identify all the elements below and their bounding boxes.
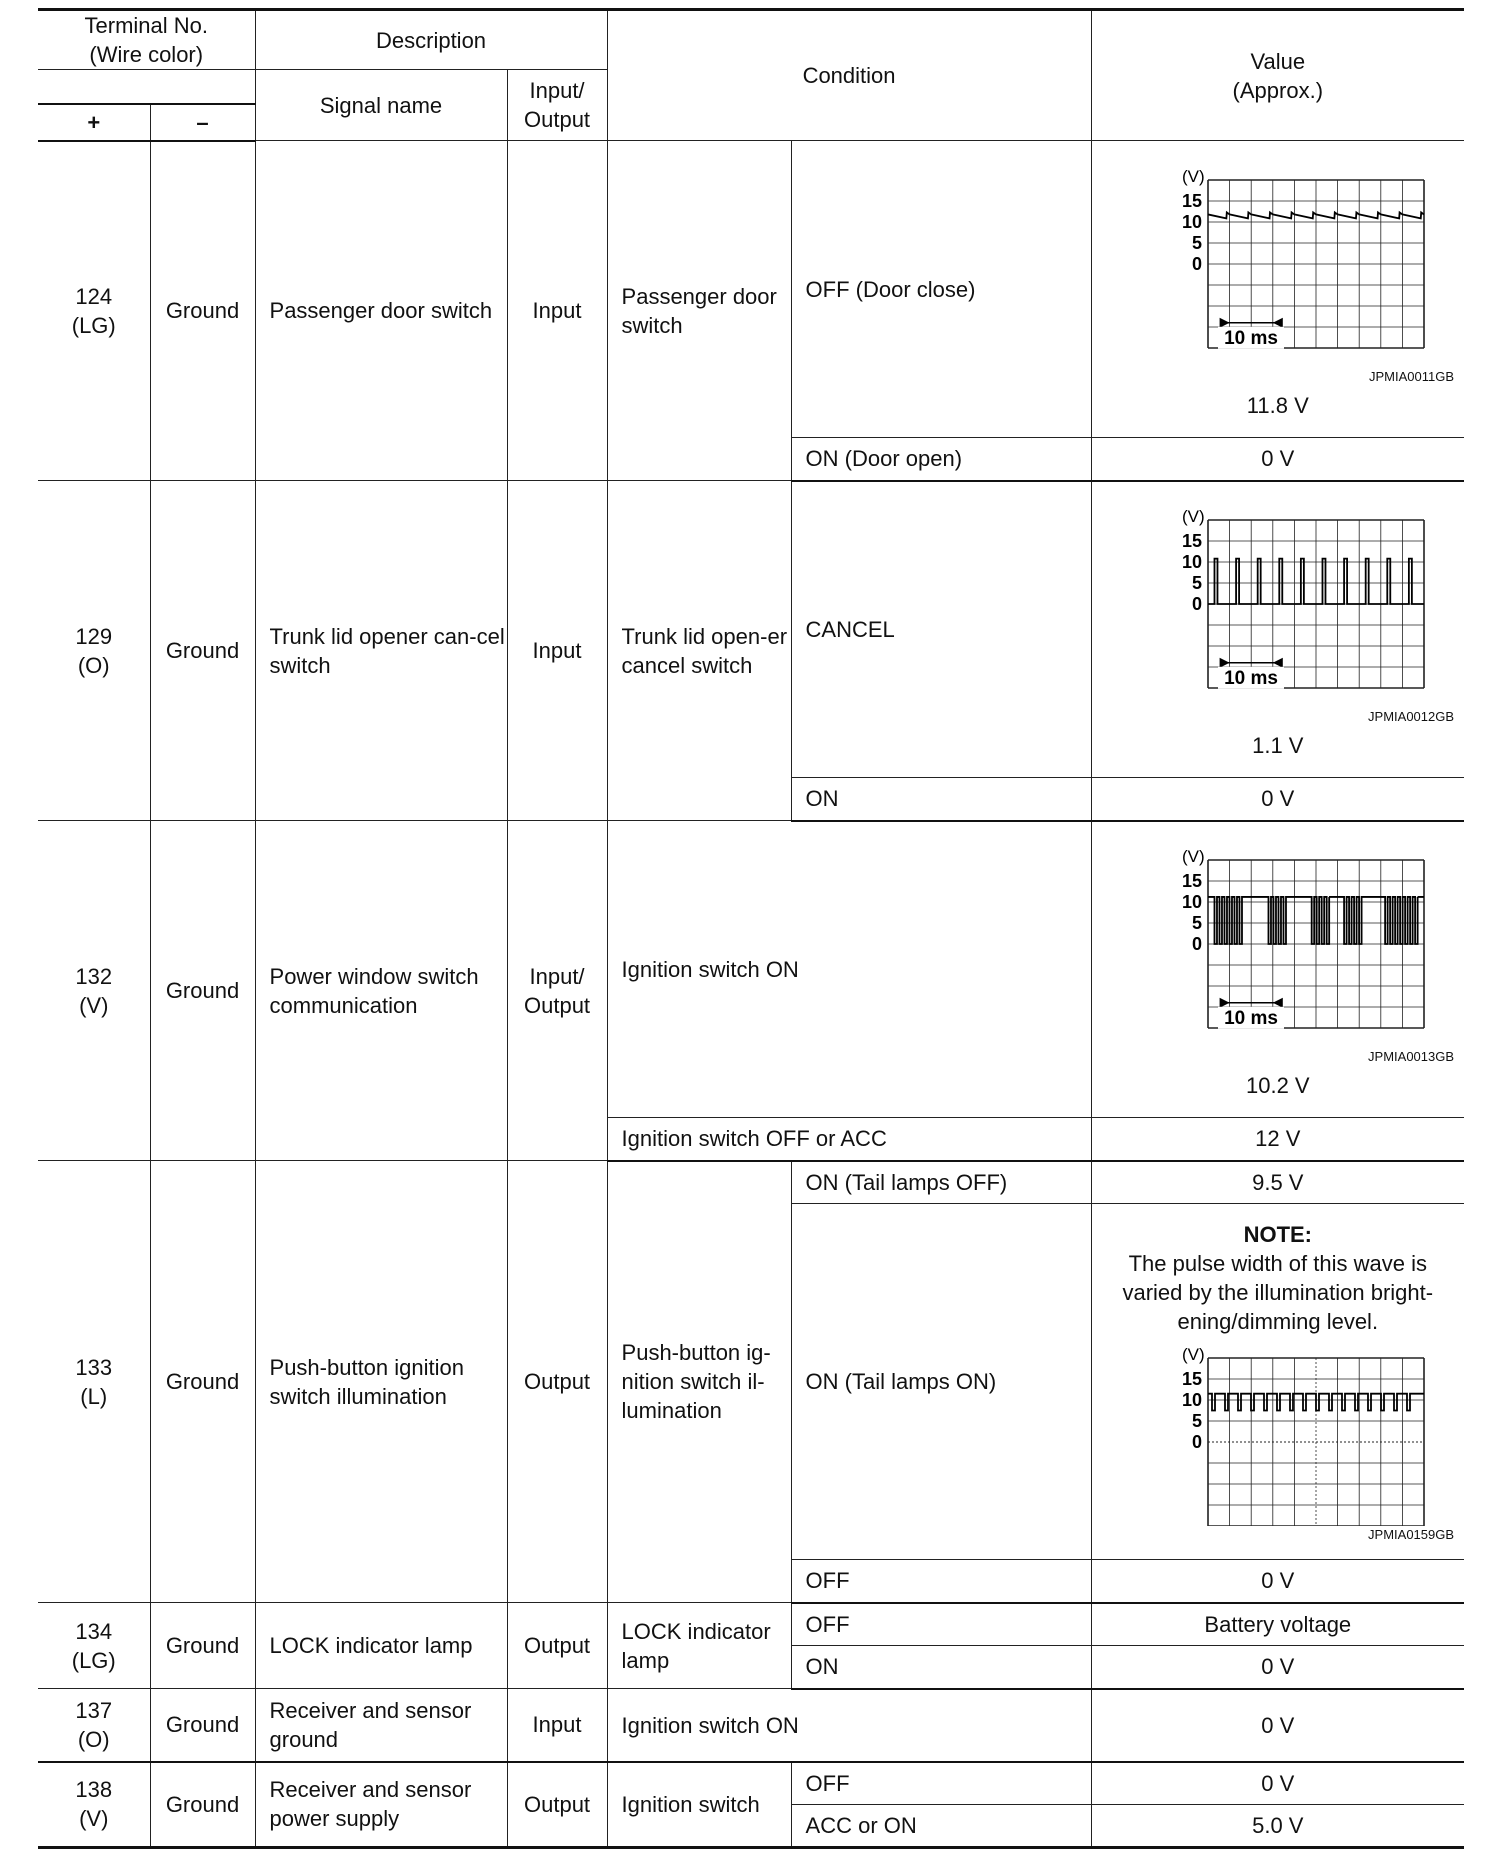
description-header: Description (255, 10, 607, 70)
waveform-figure (1128, 838, 1428, 1048)
figure-id: JPMIA0011GB (1369, 368, 1455, 384)
cond-main-124: Passenger door switch (607, 141, 791, 481)
value3-133: 0 V (1091, 1560, 1464, 1603)
cond1-137: Ignition switch ON (607, 1689, 1091, 1762)
signal-124: Passenger door switch (255, 141, 507, 481)
axis-tick-label: 5 (1191, 573, 1202, 594)
value-header: Value (Approx.) (1091, 10, 1464, 141)
note-text: The pulse width of this wave is varied by the illumination bright-ening/dimming level. (1122, 1250, 1434, 1335)
ground-137: Ground (150, 1689, 255, 1762)
figure-id: JPMIA0012GB (1368, 709, 1455, 725)
axis-unit: (V) (1181, 847, 1205, 867)
axis-tick-label: 10 (1181, 892, 1202, 913)
io-132: Input/ Output (507, 821, 607, 1161)
terminal-no-header: Terminal No. (Wire color) (38, 10, 255, 70)
signal-133: Push-button ignition switch illumination (255, 1161, 507, 1603)
cond1-124: OFF (Door close) (791, 141, 1091, 438)
waveform-trace (1208, 897, 1424, 944)
figure-id: JPMIA0013GB (1368, 1049, 1455, 1065)
terminal-header-spacer (38, 70, 255, 104)
io-124: Input (507, 141, 607, 481)
value2-138: 5.0 V (1091, 1805, 1464, 1848)
waveform-value: 10.2 V (1245, 1073, 1310, 1099)
terminal-129: 129 (O) (38, 481, 150, 821)
axis-tick-label: 10 (1181, 211, 1202, 232)
time-label: 10 ms (1223, 1008, 1278, 1030)
terminal-138: 138 (V) (38, 1762, 150, 1848)
time-label: 10 ms (1223, 327, 1278, 349)
axis-unit: (V) (1181, 507, 1205, 527)
terminal-137: 137 (O) (38, 1689, 150, 1762)
value2-124: 0 V (1091, 438, 1464, 481)
axis-tick-label: 5 (1191, 1411, 1202, 1432)
signal-137: Receiver and sensor ground (255, 1689, 507, 1762)
axis-tick-label: 0 (1191, 594, 1202, 615)
cond2-133: ON (Tail lamps ON) (791, 1204, 1091, 1560)
axis-tick-label: 15 (1181, 871, 1202, 892)
cond-main-129: Trunk lid open-er cancel switch (607, 481, 791, 821)
terminal-124: 124 (LG) (38, 141, 150, 481)
value2-134: 0 V (1091, 1646, 1464, 1689)
note-title: NOTE: (1243, 1221, 1313, 1247)
signal-138: Receiver and sensor power supply (255, 1762, 507, 1848)
minus-header: – (150, 104, 255, 141)
waveform-value: 1.1 V (1252, 733, 1304, 759)
value2-129: 0 V (1091, 778, 1464, 821)
plus-header: + (38, 104, 150, 141)
axis-tick-label: 0 (1191, 934, 1202, 955)
axis-unit: (V) (1181, 166, 1205, 186)
cond2-134: ON (791, 1646, 1091, 1689)
cond-main-133: Push-button ig-nition switch il-lumination (607, 1161, 791, 1603)
value1-137: 0 V (1091, 1689, 1464, 1762)
axis-tick-label: 15 (1181, 531, 1202, 552)
io-134: Output (507, 1603, 607, 1689)
io-137: Input (507, 1689, 607, 1762)
signal-134: LOCK indicator lamp (255, 1603, 507, 1689)
axis-unit: (V) (1181, 1345, 1205, 1365)
io-header: Input/ Output (507, 70, 607, 141)
value1-124 (1091, 141, 1464, 438)
cond1-134: OFF (791, 1603, 1091, 1646)
axis-tick-label: 0 (1191, 253, 1202, 274)
io-129: Input (507, 481, 607, 821)
io-133: Output (507, 1161, 607, 1603)
waveform-trace (1208, 1394, 1424, 1411)
axis-tick-label: 15 (1181, 1369, 1202, 1390)
terminal-132: 132 (V) (38, 821, 150, 1161)
waveform-value: 11.8 V (1246, 393, 1309, 419)
condition-header: Condition (607, 10, 1091, 141)
ground-138: Ground (150, 1762, 255, 1848)
signal-129: Trunk lid opener can-cel switch (255, 481, 507, 821)
ground-129: Ground (150, 481, 255, 821)
time-label: 10 ms (1223, 668, 1278, 690)
cond1-133: ON (Tail lamps OFF) (791, 1161, 1091, 1204)
figure-id: JPMIA0159GB (1368, 1527, 1455, 1543)
ground-124: Ground (150, 141, 255, 481)
signal-132: Power window switch communication (255, 821, 507, 1161)
ground-134: Ground (150, 1603, 255, 1689)
cond-main-138: Ignition switch (607, 1762, 791, 1848)
value1-138: 0 V (1091, 1762, 1464, 1805)
terminal-134: 134 (LG) (38, 1603, 150, 1689)
value1-129 (1091, 481, 1464, 778)
terminal-133: 133 (L) (38, 1161, 150, 1603)
cond2-124: ON (Door open) (791, 438, 1091, 481)
axis-tick-label: 10 (1181, 1390, 1202, 1411)
axis-tick-label: 5 (1191, 913, 1202, 934)
value1-132 (1091, 821, 1464, 1118)
cond2-129: ON (791, 778, 1091, 821)
axis-tick-label: 0 (1191, 1432, 1202, 1453)
cond1-138: OFF (791, 1762, 1091, 1805)
value1-134: Battery voltage (1091, 1603, 1464, 1646)
cond3-133: OFF (791, 1560, 1091, 1603)
axis-tick-label: 5 (1191, 232, 1202, 253)
io-138: Output (507, 1762, 607, 1848)
cond2-132: Ignition switch OFF or ACC (607, 1118, 1091, 1161)
waveform-figure (1128, 498, 1428, 708)
axis-tick-label: 15 (1181, 190, 1202, 211)
terminal-table (38, 8, 1464, 1849)
value2-133 (1091, 1204, 1464, 1560)
cond2-138: ACC or ON (791, 1805, 1091, 1848)
waveform-figure (1128, 158, 1428, 368)
cond-main-134: LOCK indicator lamp (607, 1603, 791, 1689)
value1-133: 9.5 V (1091, 1161, 1464, 1204)
signal-name-header: Signal name (255, 70, 507, 141)
value2-132: 12 V (1091, 1118, 1464, 1161)
ground-132: Ground (150, 821, 255, 1161)
axis-tick-label: 10 (1181, 552, 1202, 573)
cond1-129: CANCEL (791, 481, 1091, 778)
cond1-132: Ignition switch ON (607, 821, 1091, 1118)
ground-133: Ground (150, 1161, 255, 1603)
waveform-figure (1128, 1336, 1428, 1526)
